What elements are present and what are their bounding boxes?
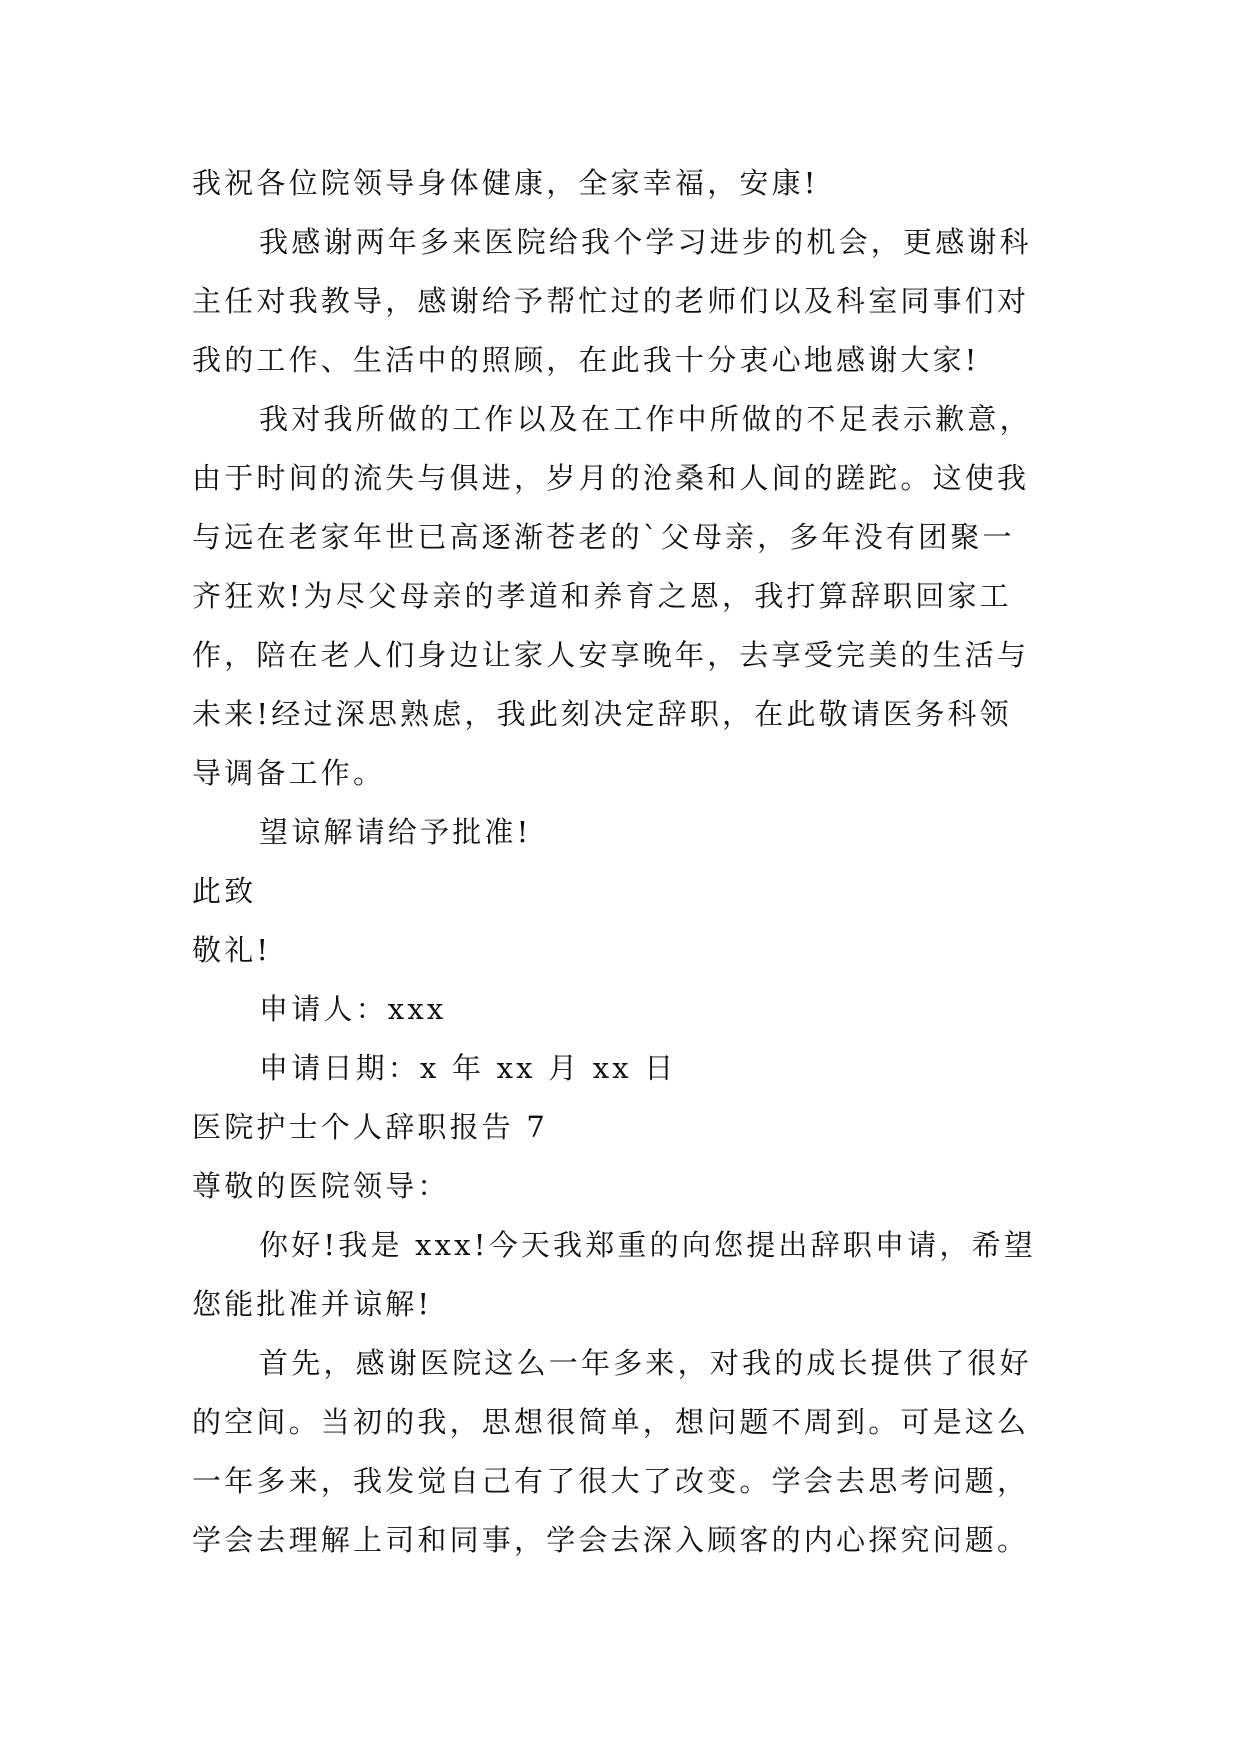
text-line: 我对我所做的工作以及在工作中所做的不足表示歉意， <box>259 402 1032 436</box>
applicant-line: 申请人：xxx <box>259 992 447 1026</box>
document-body <box>192 154 1082 1570</box>
closing-line: 此致 <box>192 874 257 908</box>
text-line: 由于时间的流失与俱进，岁月的沧桑和人间的蹉跎。这使我 <box>192 461 1030 495</box>
text-line: 你好!我是 xxx!今天我郑重的向您提出辞职申请，希望 <box>259 1228 1036 1262</box>
text-line: 作，陪在老人们身边让家人安享晚年，去享受完美的生活与 <box>192 638 1030 672</box>
application-date-line: 申请日期：x 年 xx 月 xx 日 <box>259 1051 677 1085</box>
text-line: 与远在老家年世已高逐渐苍老的`父母亲，多年没有团聚一 <box>192 520 1015 554</box>
text-line: 学会去理解上司和同事，学会去深入顾客的内心探究问题。 <box>192 1523 1030 1557</box>
text-line: 的空间。当初的我，思想很简单，想问题不周到。可是这么 <box>192 1405 1030 1439</box>
text-line: 我祝各位院领导身体健康，全家幸福，安康! <box>192 166 819 200</box>
text-line: 望谅解请给予批准! <box>259 815 532 849</box>
text-line: 首先，感谢医院这么一年多来，对我的成长提供了很好 <box>259 1346 1032 1380</box>
text-line: 一年多来，我发觉自己有了很大了改变。学会去思考问题， <box>192 1464 1030 1498</box>
text-line: 您能批准并谅解! <box>192 1287 433 1321</box>
closing-line: 敬礼! <box>192 933 272 967</box>
text-line: 未来!经过深思熟虑，我此刻决定辞职，在此敬请医务科领 <box>192 697 1012 731</box>
text-line: 导调备工作。 <box>192 756 386 790</box>
salutation-line: 尊敬的医院领导： <box>192 1169 450 1203</box>
text-line: 主任对我教导，感谢给予帮忙过的老师们以及科室同事们对 <box>192 284 1030 318</box>
section-title: 医院护士个人辞职报告 7 <box>192 1110 549 1144</box>
text-line: 齐狂欢!为尽父母亲的孝道和养育之恩，我打算辞职回家工 <box>192 579 1012 613</box>
text-line: 我的工作、生活中的照顾，在此我十分衷心地感谢大家! <box>192 343 980 377</box>
text-line: 我感谢两年多来医院给我个学习进步的机会，更感谢科 <box>259 225 1032 259</box>
